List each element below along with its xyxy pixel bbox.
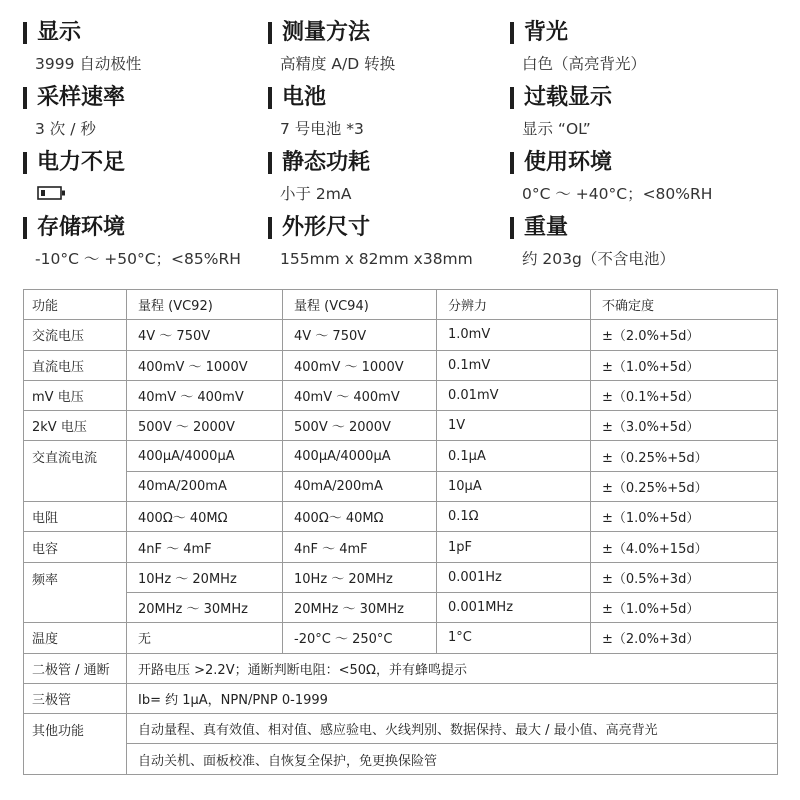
cell-range-vc94: -20°C ～ 250°C	[283, 623, 437, 653]
cell-range-vc92: 10Hz ～ 20MHz	[127, 562, 283, 592]
cell-range-vc94: 500V ～ 2000V	[283, 411, 437, 441]
section-bar	[510, 87, 514, 109]
section-bar	[268, 217, 272, 239]
cell-range-vc94: 400Ω～ 40MΩ	[283, 502, 437, 532]
spec-value: 3999 自动极性	[35, 55, 142, 73]
spec-value: -10°C ～ +50°C；<85%RH	[35, 250, 241, 268]
table-row	[24, 714, 778, 744]
cell-range-vc92: 40mV ～ 400mV	[127, 380, 283, 410]
cell-function: 交流电压	[24, 320, 127, 350]
spec-summary	[0, 0, 800, 280]
spec-title: 重量	[524, 215, 569, 240]
spec-title: 采样速率	[37, 85, 126, 110]
cell-detail: 自动关机、面板校准、自恢复全保护，免更换保险管	[127, 744, 778, 774]
cell-range-vc92: 500V ～ 2000V	[127, 411, 283, 441]
cell-range-vc92: 400μA/4000μA	[127, 441, 283, 471]
cell-range-vc92: 4V ～ 750V	[127, 320, 283, 350]
cell-detail: Ib= 约 1μA，NPN/PNP 0-1999	[127, 683, 778, 713]
cell-range-vc94: 20MHz ～ 30MHz	[283, 592, 437, 622]
section-bar	[268, 152, 272, 174]
cell-range-vc94: 400mV ～ 1000V	[283, 350, 437, 380]
cell-function: 电容	[24, 532, 127, 562]
table-header-row	[24, 290, 778, 320]
spec-value: 小于 2mA	[280, 185, 352, 203]
cell-resolution: 0.1mV	[437, 350, 591, 380]
table-row	[24, 502, 778, 532]
cell-uncertainty: ±（2.0%+5d）	[591, 320, 778, 350]
spec-title: 显示	[37, 20, 82, 45]
cell-uncertainty: ±（1.0%+5d）	[591, 350, 778, 380]
spec-title: 过载显示	[524, 85, 613, 110]
section-bar	[23, 152, 27, 174]
header-uncertainty: 不确定度	[591, 290, 778, 320]
cell-resolution: 0.01mV	[437, 380, 591, 410]
table-row	[24, 471, 778, 501]
cell-uncertainty: ±（0.25%+5d）	[591, 441, 778, 471]
cell-range-vc94: 10Hz ～ 20MHz	[283, 562, 437, 592]
cell-detail: 开路电压 >2.2V；通断判断电阻：<50Ω，并有蜂鸣提示	[127, 653, 778, 683]
table-row	[24, 623, 778, 653]
section-bar	[23, 22, 27, 44]
table-row	[24, 532, 778, 562]
cell-function: mV 电压	[24, 380, 127, 410]
cell-resolution: 0.1Ω	[437, 502, 591, 532]
cell-uncertainty: ±（3.0%+5d）	[591, 411, 778, 441]
section-bar	[510, 22, 514, 44]
table-row	[24, 683, 778, 713]
section-bar	[510, 217, 514, 239]
cell-function: 2kV 电压	[24, 411, 127, 441]
spec-value: 155mm x 82mm x38mm	[280, 250, 473, 268]
section-bar	[23, 217, 27, 239]
spec-value: 7 号电池 *3	[280, 120, 364, 138]
cell-range-vc92: 40mA/200mA	[127, 471, 283, 501]
cell-range-vc92: 20MHz ～ 30MHz	[127, 592, 283, 622]
table-row	[24, 411, 778, 441]
table-row	[24, 441, 778, 471]
cell-function: 其他功能	[24, 714, 127, 775]
cell-uncertainty: ±（2.0%+3d）	[591, 623, 778, 653]
cell-function: 交直流电流	[24, 441, 127, 502]
cell-range-vc92: 无	[127, 623, 283, 653]
cell-range-vc92: 400mV ～ 1000V	[127, 350, 283, 380]
spec-title: 背光	[524, 20, 569, 45]
spec-value: 约 203g（不含电池）	[522, 250, 675, 268]
cell-resolution: 0.1μA	[437, 441, 591, 471]
cell-resolution: 1.0mV	[437, 320, 591, 350]
section-bar	[268, 22, 272, 44]
spec-title: 外形尺寸	[282, 215, 371, 240]
spec-value: 0°C ～ +40°C；<80%RH	[522, 185, 713, 203]
cell-uncertainty: ±（1.0%+5d）	[591, 592, 778, 622]
header-resolution: 分辨力	[437, 290, 591, 320]
cell-uncertainty: ±（1.0%+5d）	[591, 502, 778, 532]
low-battery-icon	[37, 185, 67, 201]
header-range-vc92: 量程 (VC92)	[127, 290, 283, 320]
section-bar	[268, 87, 272, 109]
table-row	[24, 744, 778, 774]
spec-value: 白色（高亮背光）	[522, 55, 647, 73]
spec-title: 静态功耗	[282, 150, 371, 175]
specification-table	[23, 289, 778, 775]
cell-function: 温度	[24, 623, 127, 653]
table-row	[24, 653, 778, 683]
cell-range-vc92: 4nF ～ 4mF	[127, 532, 283, 562]
header-range-vc94: 量程 (VC94)	[283, 290, 437, 320]
cell-resolution: 10μA	[437, 471, 591, 501]
cell-function: 直流电压	[24, 350, 127, 380]
cell-range-vc94: 400μA/4000μA	[283, 441, 437, 471]
spec-title: 存储环境	[37, 215, 126, 240]
spec-value: 3 次 / 秒	[35, 120, 96, 138]
cell-function: 频率	[24, 562, 127, 623]
cell-detail: 自动量程、真有效值、相对值、感应验电、火线判别、数据保持、最大 / 最小值、高亮背光	[127, 714, 778, 744]
header-function: 功能	[24, 290, 127, 320]
cell-resolution: 0.001Hz	[437, 562, 591, 592]
spec-value: 显示 “OL”	[522, 120, 591, 138]
spec-title: 使用环境	[524, 150, 613, 175]
spec-title: 电力不足	[37, 150, 126, 175]
table-row	[24, 350, 778, 380]
cell-range-vc94: 4V ～ 750V	[283, 320, 437, 350]
cell-range-vc94: 40mA/200mA	[283, 471, 437, 501]
cell-function: 电阻	[24, 502, 127, 532]
table-row	[24, 380, 778, 410]
cell-uncertainty: ±（0.1%+5d）	[591, 380, 778, 410]
cell-function: 二极管 / 通断	[24, 653, 127, 683]
cell-resolution: 1°C	[437, 623, 591, 653]
cell-resolution: 1pF	[437, 532, 591, 562]
cell-range-vc92: 400Ω～ 40MΩ	[127, 502, 283, 532]
table-row	[24, 562, 778, 592]
spec-title: 测量方法	[282, 20, 371, 45]
cell-uncertainty: ±（4.0%+15d）	[591, 532, 778, 562]
table-row	[24, 592, 778, 622]
cell-uncertainty: ±（0.5%+3d）	[591, 562, 778, 592]
section-bar	[23, 87, 27, 109]
cell-resolution: 0.001MHz	[437, 592, 591, 622]
table-row	[24, 320, 778, 350]
cell-range-vc94: 4nF ～ 4mF	[283, 532, 437, 562]
cell-function: 三极管	[24, 683, 127, 713]
spec-title: 电池	[282, 85, 327, 110]
spec-value: 高精度 A/D 转换	[280, 55, 396, 73]
cell-resolution: 1V	[437, 411, 591, 441]
cell-uncertainty: ±（0.25%+5d）	[591, 471, 778, 501]
section-bar	[510, 152, 514, 174]
cell-range-vc94: 40mV ～ 400mV	[283, 380, 437, 410]
